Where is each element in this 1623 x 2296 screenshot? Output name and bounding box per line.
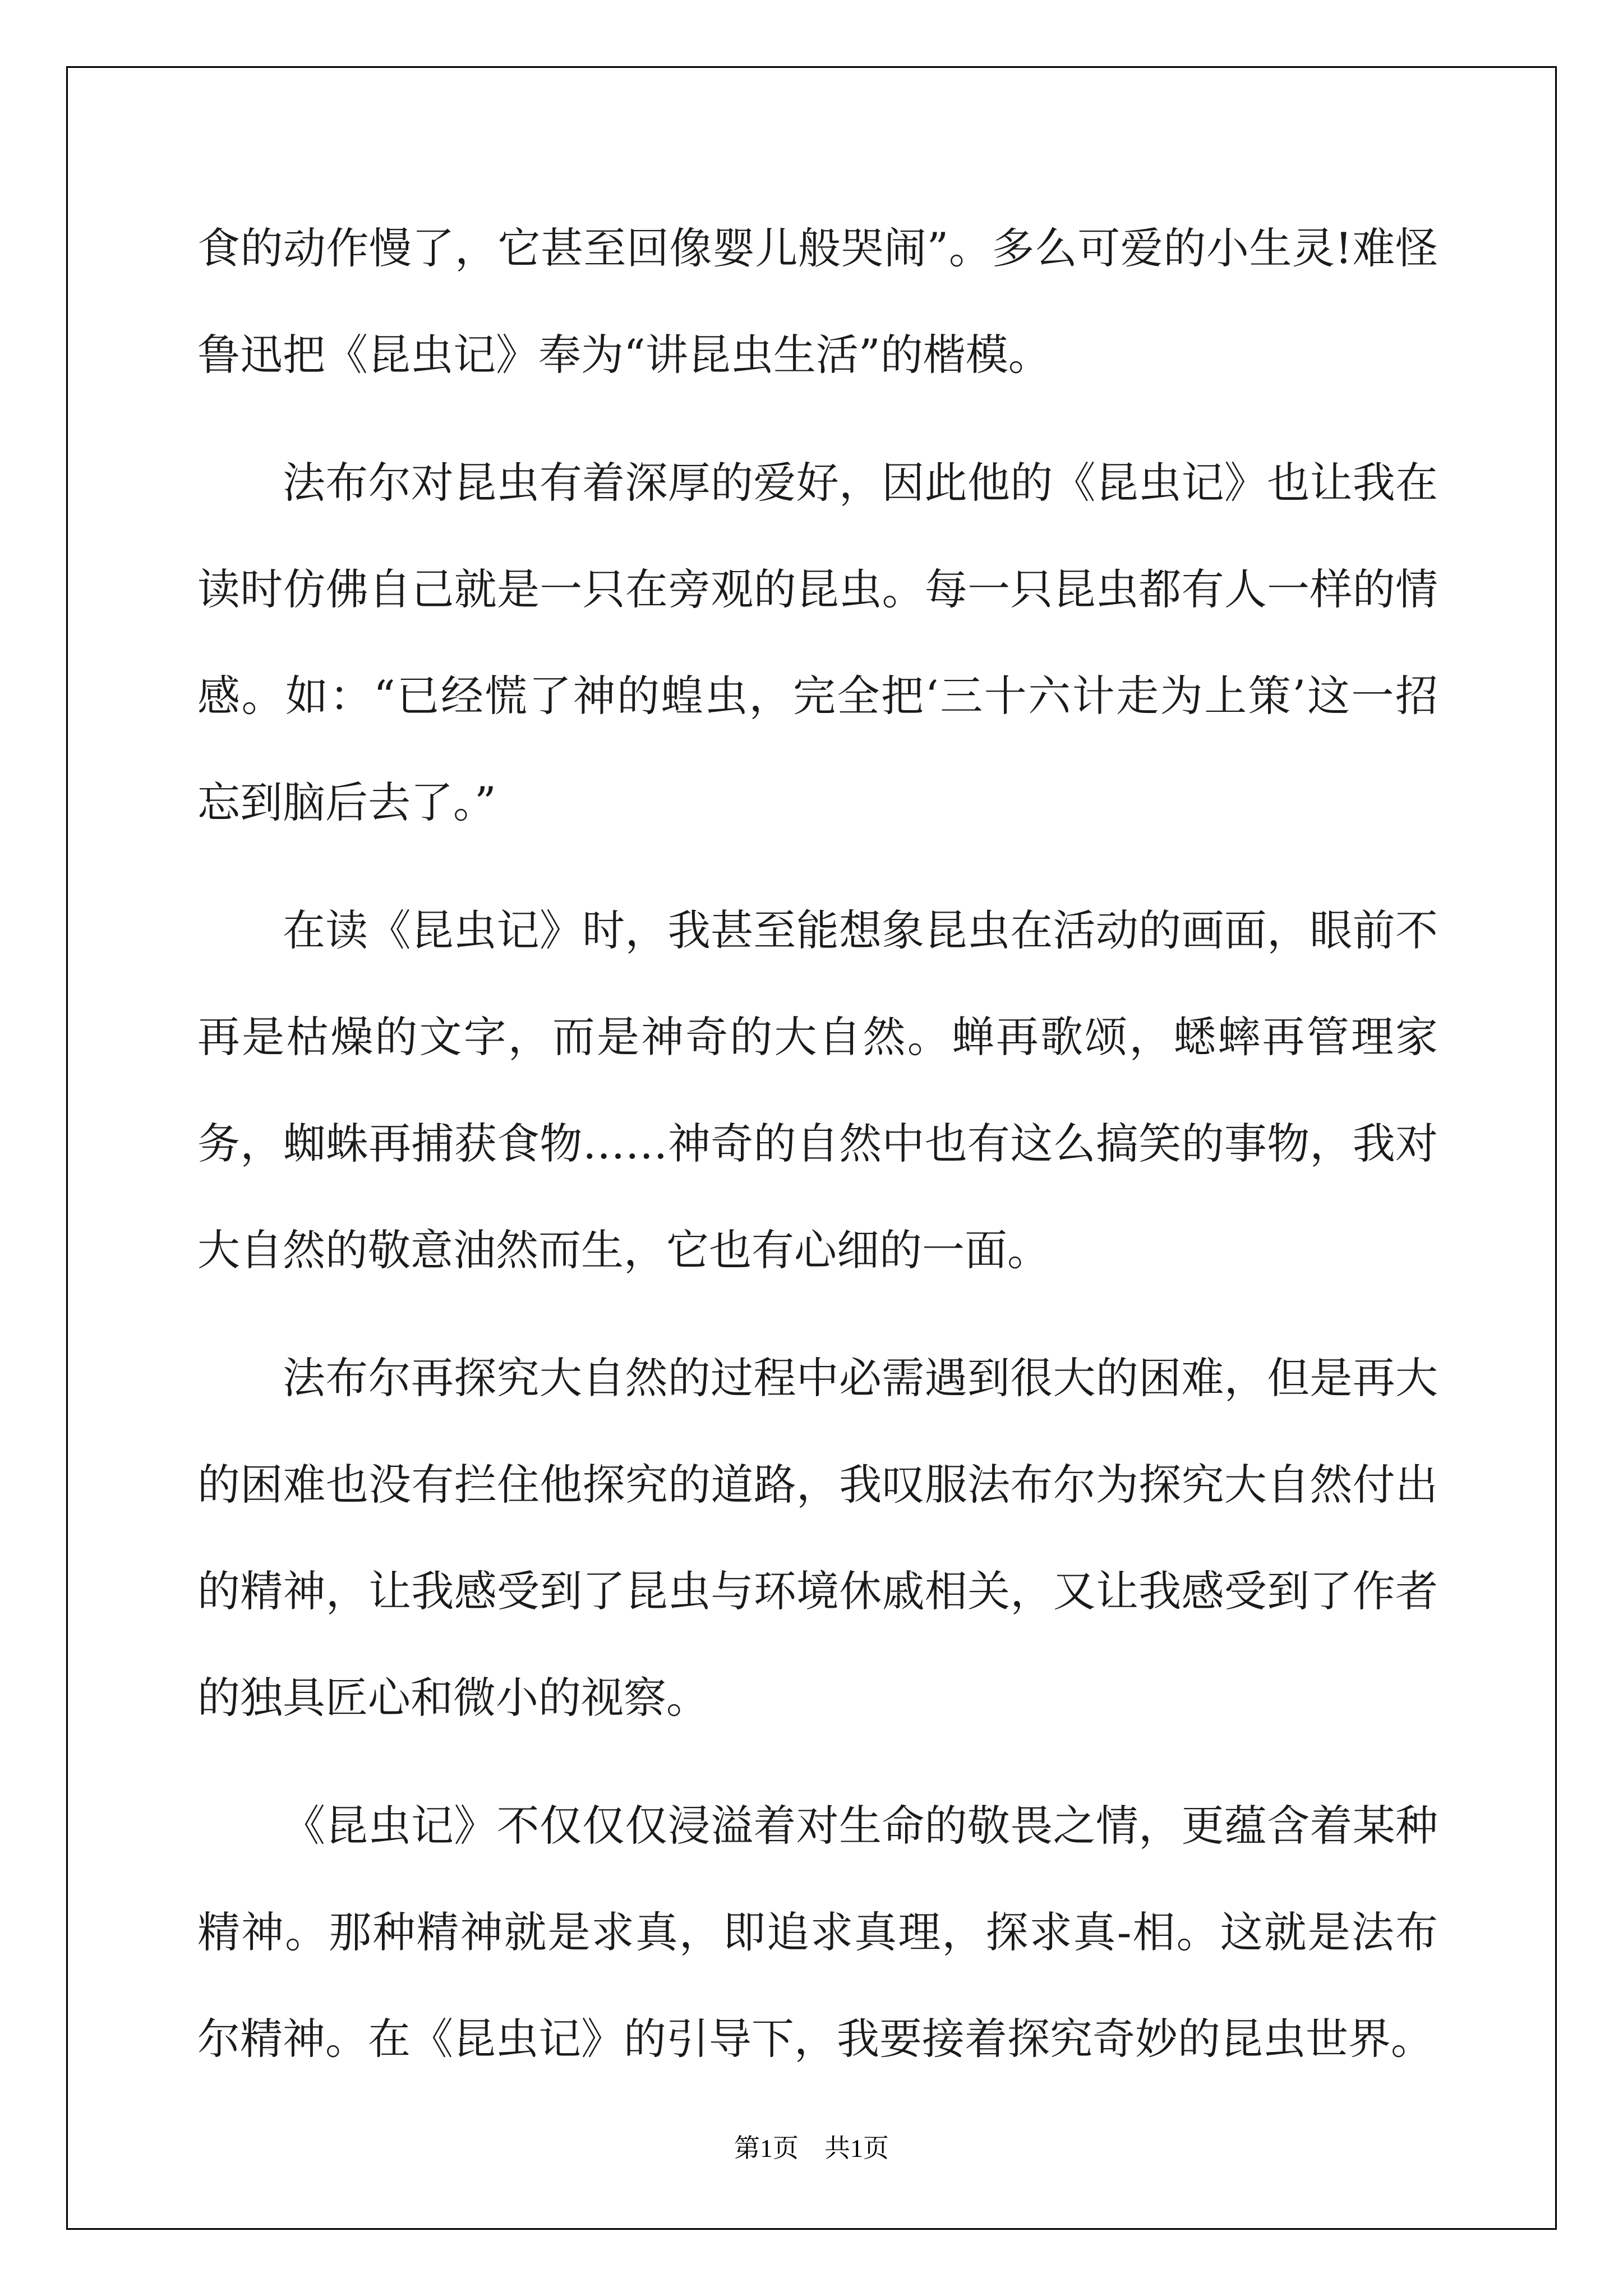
paragraph-2: 法布尔对昆虫有着深厚的爱好，因此他的《昆虫记》也让我在读时仿佛自己就是一只在旁观的昆虫。每一只昆虫都有人一样的情感。如：“已经慌了神的蝗虫，完全把‘三十六计走为上策’这一招忘到脑后去了。”	[197, 458, 1438, 827]
paragraph-4: 法布尔再探究大自然的过程中必需遇到很大的困难，但是再大的困难也没有拦住他探究的道路，我叹服法布尔为探究大自然付出的精神，让我感受到了昆虫与环境休戚相关，又让我感受到了作者的独具匠心和微小的视察。	[197, 1353, 1438, 1723]
paragraph-3: 在读《昆虫记》时，我甚至能想象昆虫在活动的画面，眼前不再是枯燥的文字，而是神奇的大自然。蝉再歌颂，蟋蟀再管理家务，蜘蛛再捕获食物……神奇的自然中也有这么搞笑的事物，我对大自然的敬意油然而生，它也有心细的一面。	[197, 905, 1438, 1275]
paragraph-5: 《昆虫记》不仅仅仅浸溢着对生命的敬畏之情，更蕴含着某种精神。那种精神就是求真，即追求真理，探求真-相。这就是法布尔精神。在《昆虫记》的引导下，我要接着探究奇妙的昆虫世界。	[197, 1801, 1438, 2064]
document-body	[197, 195, 1438, 2114]
paragraph-1: 食的动作慢了，它甚至回像婴儿般哭闹”。多么可爱的小生灵!难怪鲁迅把《昆虫记》奉为“讲昆虫生活”的楷模。	[197, 223, 1438, 380]
page-footer: 第1页 共1页	[734, 2134, 889, 2162]
